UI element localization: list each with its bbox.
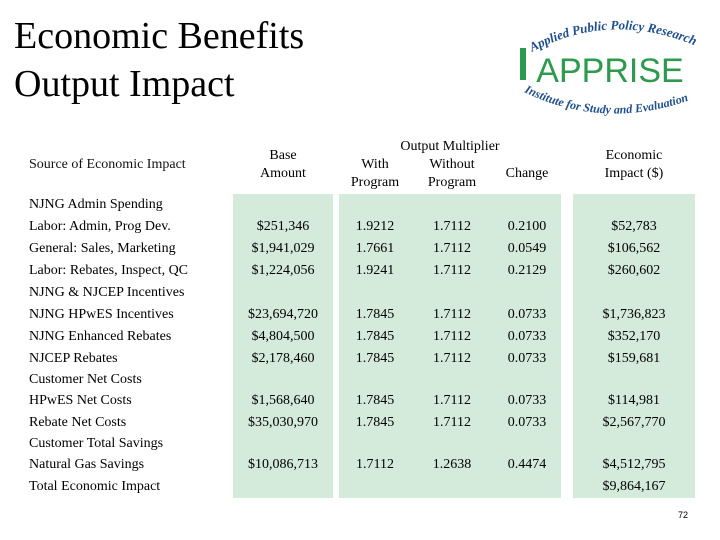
with-program-cell: 1.7845 xyxy=(339,348,411,370)
row-label: Total Economic Impact xyxy=(25,476,233,498)
logo-arc-bottom: Institute for Study and Evaluation xyxy=(522,82,690,117)
without-program-cell xyxy=(411,282,493,304)
change-cell: 0.4474 xyxy=(493,454,561,476)
without-program-cell: 1.7112 xyxy=(411,260,493,282)
column-gap xyxy=(561,216,573,238)
with-program-cell xyxy=(339,370,411,390)
table-row xyxy=(25,476,695,498)
row-label: Customer Total Savings xyxy=(25,434,233,454)
change-cell xyxy=(493,194,561,216)
economic-impact-cell: $9,864,167 xyxy=(573,476,695,498)
table-row xyxy=(25,370,695,390)
table-row xyxy=(25,282,695,304)
table-row xyxy=(25,216,695,238)
base-amount-cell xyxy=(233,194,333,216)
table-row xyxy=(25,434,695,454)
economic-impact-cell: $1,736,823 xyxy=(573,304,695,326)
change-cell: 0.0733 xyxy=(493,348,561,370)
with-program-cell: 1.9212 xyxy=(339,216,411,238)
change-cell: 0.2129 xyxy=(493,260,561,282)
header-economic-impact xyxy=(573,136,695,194)
column-gap xyxy=(561,390,573,412)
table-row xyxy=(25,454,695,476)
change-cell: 0.2100 xyxy=(493,216,561,238)
header-multiplier-title: Output Multiplier xyxy=(400,139,500,154)
row-label: Rebate Net Costs xyxy=(25,412,233,434)
column-gap xyxy=(561,370,573,390)
column-gap xyxy=(561,304,573,326)
table-row xyxy=(25,260,695,282)
economic-impact-cell: $352,170 xyxy=(573,326,695,348)
page-number: 72 xyxy=(677,510,688,520)
change-cell: 0.0733 xyxy=(493,412,561,434)
header-without-line1: Without xyxy=(429,157,475,172)
row-label: NJNG Enhanced Rebates xyxy=(25,326,233,348)
with-program-cell xyxy=(339,476,411,498)
table-row xyxy=(25,412,695,434)
base-amount-cell xyxy=(233,370,333,390)
change-cell xyxy=(493,476,561,498)
header-with-line2: Program xyxy=(350,175,400,190)
row-label: Labor: Admin, Prog Dev. xyxy=(25,216,233,238)
header-without-line2: Program xyxy=(427,175,477,190)
economic-impact-cell: $159,681 xyxy=(573,348,695,370)
economic-impact-cell xyxy=(573,370,695,390)
table-row xyxy=(25,194,695,216)
without-program-cell: 1.7112 xyxy=(411,216,493,238)
with-program-cell xyxy=(339,434,411,454)
header-impact-line1: Economic xyxy=(605,148,663,163)
table-row xyxy=(25,326,695,348)
with-program-cell: 1.7112 xyxy=(339,454,411,476)
row-label: NJNG HPwES Incentives xyxy=(25,304,233,326)
without-program-cell: 1.7112 xyxy=(411,304,493,326)
row-label: Natural Gas Savings xyxy=(25,454,233,476)
base-amount-cell: $23,694,720 xyxy=(233,304,333,326)
row-label: NJNG Admin Spending xyxy=(25,194,233,216)
with-program-cell xyxy=(339,194,411,216)
header-base-amount xyxy=(233,136,333,194)
economic-impact-cell: $2,567,770 xyxy=(573,412,695,434)
column-gap xyxy=(561,194,573,216)
change-cell: 0.0733 xyxy=(493,304,561,326)
header-with-program xyxy=(339,156,411,192)
svg-text:Applied Public Policy Research xyxy=(526,17,700,55)
change-cell xyxy=(493,370,561,390)
column-gap xyxy=(561,326,573,348)
economic-impact-cell: $260,602 xyxy=(573,260,695,282)
without-program-cell: 1.7112 xyxy=(411,238,493,260)
row-label: Labor: Rebates, Inspect, QC xyxy=(25,260,233,282)
economic-impact-cell xyxy=(573,434,695,454)
change-cell xyxy=(493,282,561,304)
header-base-line2: Amount xyxy=(260,166,306,181)
without-program-cell: 1.7112 xyxy=(411,348,493,370)
with-program-cell xyxy=(339,282,411,304)
change-cell xyxy=(493,434,561,454)
without-program-cell: 1.7112 xyxy=(411,326,493,348)
row-label: NJNG & NJCEP Incentives xyxy=(25,282,233,304)
column-gap xyxy=(561,434,573,454)
column-gap xyxy=(561,282,573,304)
header-with-line1: With xyxy=(361,157,389,172)
base-amount-cell xyxy=(233,434,333,454)
apprise-logo xyxy=(510,16,710,126)
logo-arc-top: Applied Public Policy Research xyxy=(526,17,700,55)
economic-impact-cell xyxy=(573,194,695,216)
row-label: HPwES Net Costs xyxy=(25,390,233,412)
with-program-cell: 1.9241 xyxy=(339,260,411,282)
with-program-cell: 1.7845 xyxy=(339,390,411,412)
column-gap xyxy=(561,238,573,260)
header-change: Change xyxy=(505,166,549,181)
base-amount-cell xyxy=(233,282,333,304)
base-amount-cell: $10,086,713 xyxy=(233,454,333,476)
table-header-row xyxy=(25,136,695,194)
slide-title xyxy=(14,12,304,108)
base-amount-cell: $251,346 xyxy=(233,216,333,238)
economic-impact-cell: $114,981 xyxy=(573,390,695,412)
table-row xyxy=(25,304,695,326)
table-row xyxy=(25,390,695,412)
with-program-cell: 1.7845 xyxy=(339,326,411,348)
base-amount-cell: $4,804,500 xyxy=(233,326,333,348)
without-program-cell xyxy=(411,194,493,216)
change-cell: 0.0549 xyxy=(493,238,561,260)
header-base-line1: Base xyxy=(269,148,297,163)
header-without-program xyxy=(411,156,493,192)
economic-impact-cell: $106,562 xyxy=(573,238,695,260)
economic-impact-cell: $4,512,795 xyxy=(573,454,695,476)
row-label: NJCEP Rebates xyxy=(25,348,233,370)
without-program-cell xyxy=(411,370,493,390)
base-amount-cell: $1,941,029 xyxy=(233,238,333,260)
with-program-cell: 1.7845 xyxy=(339,412,411,434)
table-row xyxy=(25,238,695,260)
column-gap xyxy=(561,476,573,498)
with-program-cell: 1.7661 xyxy=(339,238,411,260)
base-amount-cell: $1,224,056 xyxy=(233,260,333,282)
base-amount-cell xyxy=(233,476,333,498)
change-cell: 0.0733 xyxy=(493,326,561,348)
economic-impact-cell xyxy=(573,282,695,304)
with-program-cell: 1.7845 xyxy=(339,304,411,326)
output-impact-table xyxy=(25,136,695,498)
header-impact-line2: Impact ($) xyxy=(604,166,664,181)
title-line-1: Economic Benefits xyxy=(14,15,305,57)
column-gap xyxy=(561,348,573,370)
base-amount-cell: $2,178,460 xyxy=(233,348,333,370)
without-program-cell xyxy=(411,476,493,498)
change-cell: 0.0733 xyxy=(493,390,561,412)
row-label: Customer Net Costs xyxy=(25,370,233,390)
column-gap xyxy=(561,260,573,282)
without-program-cell: 1.2638 xyxy=(411,454,493,476)
header-source: Source of Economic Impact xyxy=(29,157,186,172)
title-line-2: Output Impact xyxy=(14,63,235,105)
without-program-cell: 1.7112 xyxy=(411,390,493,412)
table-row xyxy=(25,348,695,370)
header-output-multiplier xyxy=(339,136,561,194)
logo-name: APPRISE xyxy=(536,52,684,90)
column-gap xyxy=(561,412,573,434)
base-amount-cell: $35,030,970 xyxy=(233,412,333,434)
logo-bar-left xyxy=(520,48,526,80)
row-label: General: Sales, Marketing xyxy=(25,238,233,260)
without-program-cell xyxy=(411,434,493,454)
column-gap xyxy=(561,454,573,476)
without-program-cell: 1.7112 xyxy=(411,412,493,434)
base-amount-cell: $1,568,640 xyxy=(233,390,333,412)
economic-impact-cell: $52,783 xyxy=(573,216,695,238)
